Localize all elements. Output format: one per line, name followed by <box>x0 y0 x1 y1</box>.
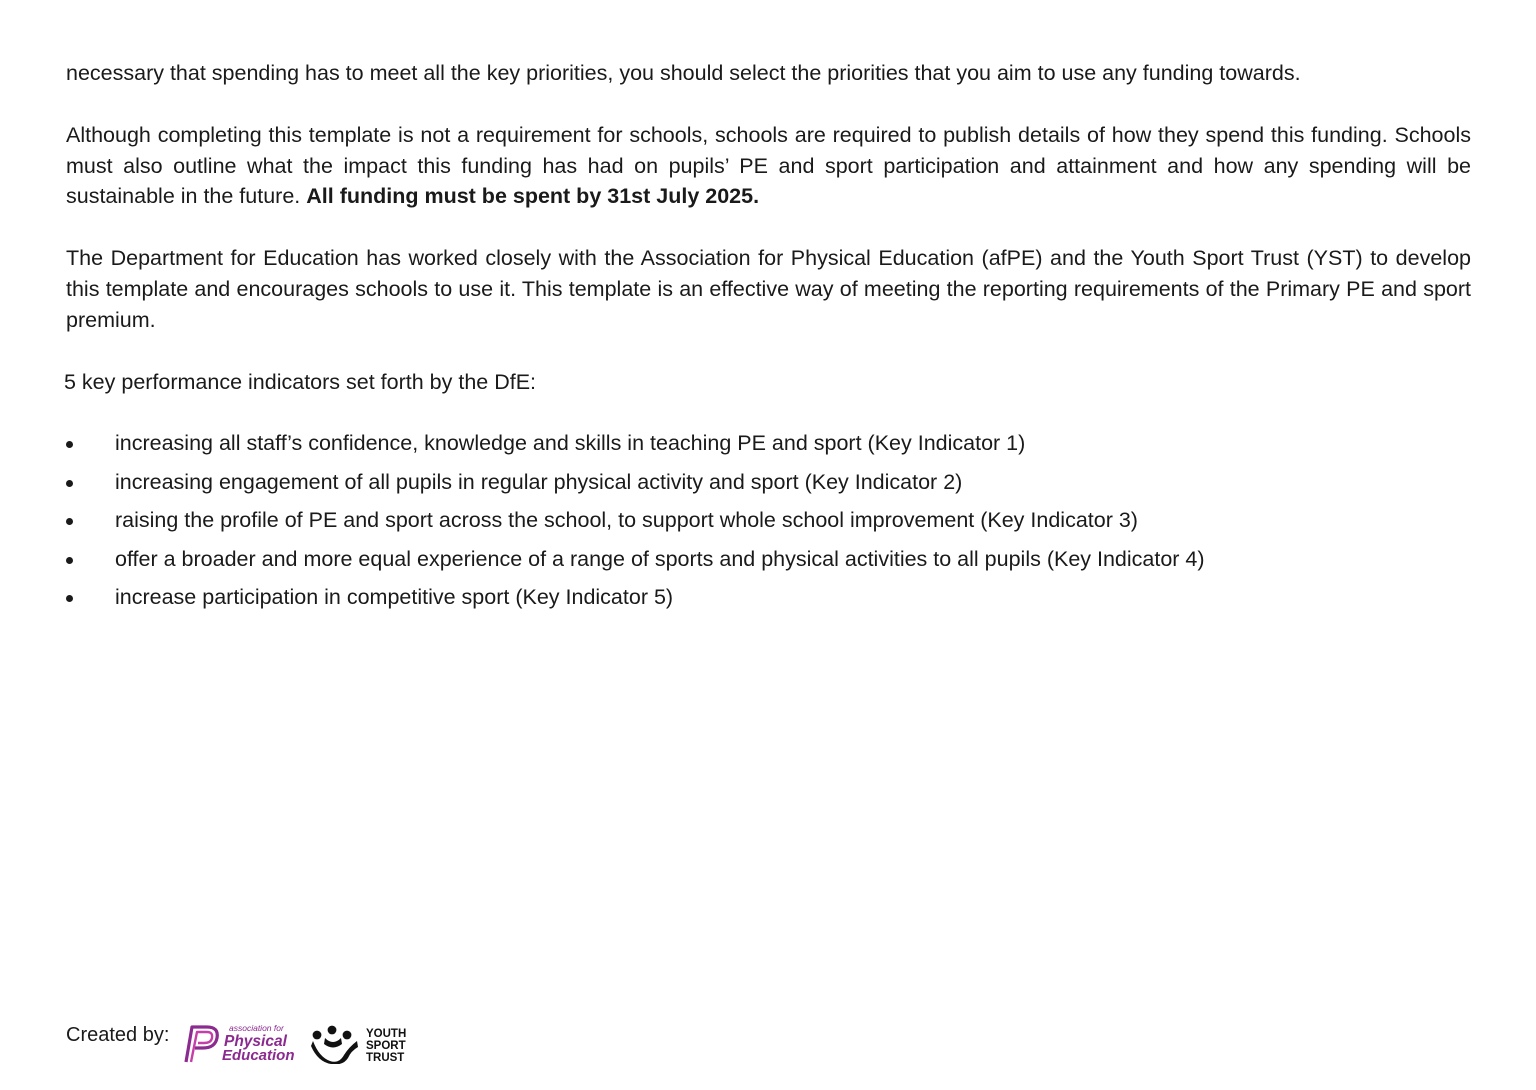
bullet-icon <box>66 595 73 602</box>
yst-logo-line1: YOUTH <box>366 1028 407 1040</box>
funding-deadline: All funding must be spent by 31st July 2025. <box>306 184 760 209</box>
afpe-logo-line1: association for <box>229 1023 285 1033</box>
created-by-label: Created by: <box>66 1024 170 1046</box>
kpi-item-text: raising the profile of PE and sport across the school, to support whole school improvement (Key Indicator 3) <box>115 508 1138 533</box>
kpi-item <box>66 428 1471 458</box>
kpi-item <box>66 505 1471 535</box>
afpe-logo-line3: Education <box>222 1047 295 1064</box>
bullet-icon <box>66 557 73 564</box>
paragraph-publishing-text: Although completing this template is not a requirement for schools, schools are required to publish details of how they spend this funding. Schools must also outline what the impact this funding has had on pupils’ PE and sport participation and attainment and how any spending will be sustainable in the future. <box>66 122 1471 209</box>
kpi-item <box>66 544 1471 574</box>
kpi-list <box>66 428 1471 612</box>
kpi-item-text: increasing engagement of all pupils in regular physical activity and sport (Key Indicator 2) <box>115 469 963 494</box>
kpi-item-text: increase participation in competitive sport (Key Indicator 5) <box>115 584 674 609</box>
youth-sport-trust-logo <box>311 1024 413 1064</box>
bullet-icon <box>66 480 73 487</box>
document-page <box>66 58 1471 620</box>
paragraph-dfe-template: The Department for Education has worked closely with the Association for Physical Education (afPE) and the Youth Sport Trust (YST) to develop this template and encourages schools to use it. This template is an effective way of meeting the reporting requirements of the Primary PE and sport premium. <box>66 246 1471 332</box>
kpi-item-text: increasing all staff’s confidence, knowledge and skills in teaching PE and sport (Key Indicator 1) <box>115 431 1026 456</box>
yst-logo-line3: TRUST <box>366 1052 405 1064</box>
kpi-item-text: offer a broader and more equal experience of a range of sports and physical activities to all pupils (Key Indicator 4) <box>115 546 1205 571</box>
kpi-item <box>66 467 1471 497</box>
afpe-logo-line2: Physical <box>224 1033 288 1050</box>
kpi-intro: 5 key performance indicators set forth by the DfE: <box>64 369 537 394</box>
paragraph-priorities: necessary that spending has to meet all the key priorities, you should select the priorities that you aim to use any funding towards. <box>66 61 1301 85</box>
bullet-icon <box>66 441 73 448</box>
paragraph-publishing-requirements <box>66 120 1471 212</box>
afpe-logo <box>177 1022 303 1064</box>
yst-logo-line2: SPORT <box>366 1040 407 1052</box>
footer-credits <box>66 1022 413 1064</box>
bullet-icon <box>66 518 73 525</box>
kpi-item <box>66 582 1471 612</box>
